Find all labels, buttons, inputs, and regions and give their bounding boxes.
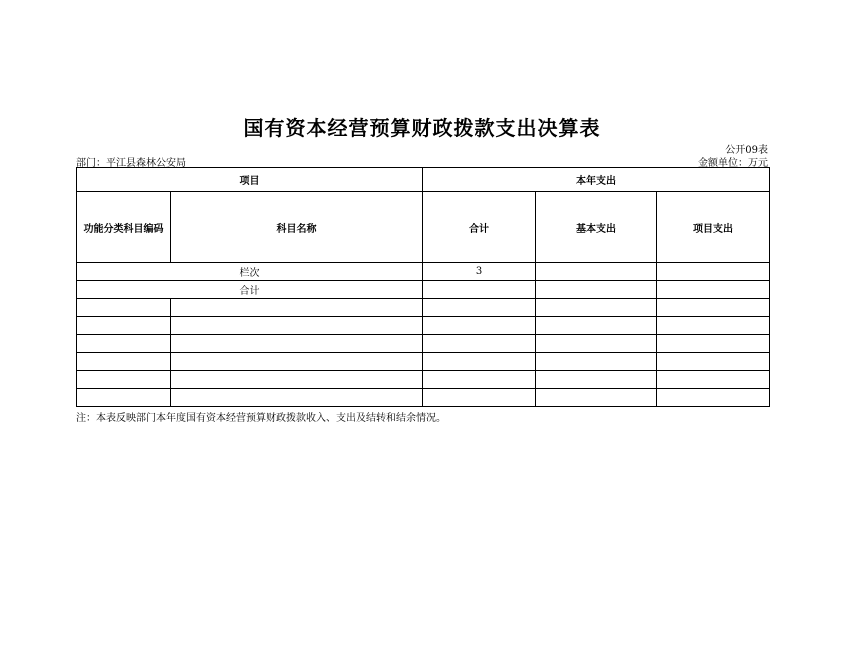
cell-project (657, 335, 770, 353)
cell-total (423, 335, 536, 353)
footnote: 注：本表反映部门本年度国有资本经营预算财政拨款收入、支出及结转和结余情况。 (76, 413, 446, 424)
cell-basic (536, 299, 657, 317)
cell-basic (536, 317, 657, 335)
cell-project (657, 371, 770, 389)
table-row (77, 371, 770, 389)
cell-name (171, 389, 423, 407)
table-row (77, 353, 770, 371)
document-title: 国有资本经营预算财政拨款支出决算表 (243, 116, 601, 140)
col-header-name: 科目名称 (171, 192, 423, 263)
total-label: 合计 (77, 281, 423, 299)
cell-code (77, 353, 171, 371)
total-value (423, 281, 536, 299)
cell-total (423, 317, 536, 335)
form-code: 公开09表 (725, 145, 768, 156)
cell-basic (536, 371, 657, 389)
table-row (77, 317, 770, 335)
col-header-basic: 基本支出 (536, 192, 657, 263)
cell-total (423, 371, 536, 389)
col-header-project: 项目支出 (657, 192, 770, 263)
table-row (77, 335, 770, 353)
cell-total (423, 353, 536, 371)
cell-name (171, 317, 423, 335)
cell-project (657, 353, 770, 371)
header-row-columns (77, 192, 770, 263)
cell-project (657, 317, 770, 335)
cell-total (423, 389, 536, 407)
cell-total (423, 299, 536, 317)
col-header-total: 合计 (423, 192, 536, 263)
cell-basic (536, 335, 657, 353)
amount-unit-label: 金额单位：万元 (698, 158, 768, 169)
cell-project (657, 389, 770, 407)
cell-project (657, 299, 770, 317)
expenditure-table (76, 167, 770, 407)
col-header-code: 功能分类科目编码 (77, 192, 171, 263)
cell-basic (536, 389, 657, 407)
table-row (77, 299, 770, 317)
header-item: 项目 (77, 168, 423, 192)
column-index-total: 3 (423, 263, 536, 281)
table-row (77, 389, 770, 407)
column-index-row (77, 263, 770, 281)
cell-code (77, 389, 171, 407)
column-index-label: 栏次 (77, 263, 423, 281)
cell-basic (536, 353, 657, 371)
cell-code (77, 299, 171, 317)
cell-name (171, 353, 423, 371)
cell-name (171, 335, 423, 353)
header-row-top (77, 168, 770, 192)
cell-code (77, 335, 171, 353)
total-row (77, 281, 770, 299)
header-current-year: 本年支出 (423, 168, 770, 192)
table-body (77, 168, 770, 407)
column-index-basic (536, 263, 657, 281)
column-index-project (657, 263, 770, 281)
cell-name (171, 299, 423, 317)
cell-code (77, 317, 171, 335)
cell-code (77, 371, 171, 389)
total-project-value (657, 281, 770, 299)
total-basic-value (536, 281, 657, 299)
cell-name (171, 371, 423, 389)
department-label: 部门：平江县森林公安局 (76, 158, 186, 169)
